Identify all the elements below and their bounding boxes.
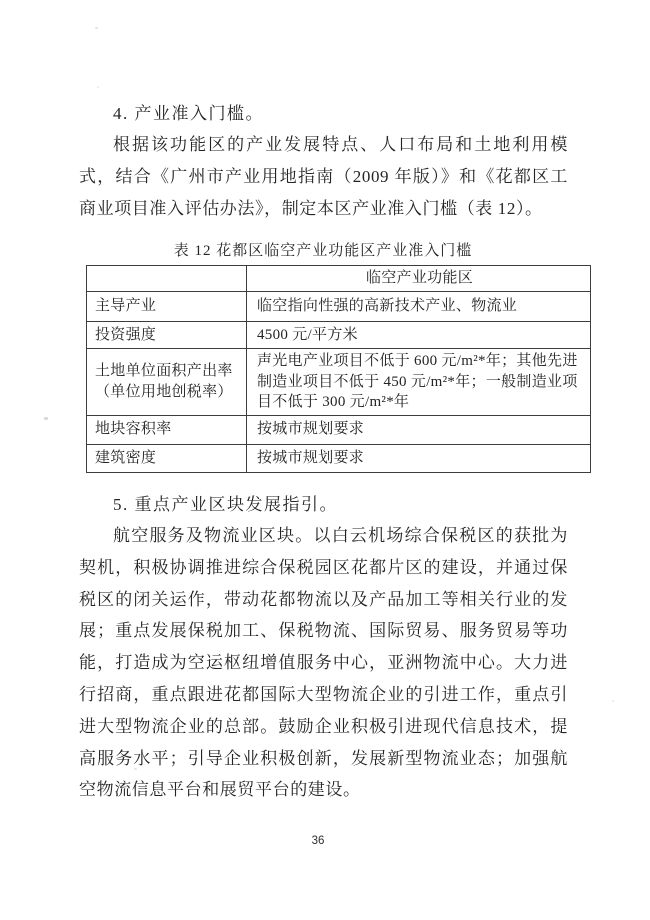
table-row-investment-intensity: [87, 322, 591, 349]
table-header-empty-cell: [87, 266, 247, 292]
table-12-access-thresholds: [86, 265, 591, 473]
row-label: [87, 349, 247, 416]
row-label-line-2: （单位用地创税率）: [95, 383, 233, 400]
scan-speck: [95, 27, 98, 29]
row-value: 4500 元/平方米: [247, 322, 591, 349]
scan-speck: [612, 700, 614, 702]
table-row-land-output-rate: [87, 349, 591, 416]
page-number: 36: [311, 835, 325, 847]
scan-speck: [44, 417, 48, 420]
row-value: 按城市规划要求: [247, 444, 591, 472]
table-row-leading-industry: [87, 292, 591, 322]
section-5-heading: 5. 重点产业区块发展指引。: [113, 495, 338, 514]
row-label: 主导产业: [87, 292, 247, 322]
row-value: 按城市规划要求: [247, 415, 591, 444]
table-12-caption: 表 12 花都区临空产业功能区产业准入门槛: [173, 243, 473, 259]
row-value: 声光电产业项目不低于 600 元/m²*年；其他先进制造业项目不低于 450 元/m²*年；一般制造业项目不低于 300 元/m²*年: [247, 349, 591, 416]
section-5-paragraph: 航空服务及物流业区块。以白云机场综合保税区的获批为契机，积极协调推进综合保税园区花都片区的建设，并通过保税区的闭关运作，带动花都物流以及产品加工等相关行业的发展；重点发展保税加工、保税物流、国际贸易、服务贸易等功能，打造成为空运枢纽增值服务中心，亚洲物流中心。大力进行招商，重点跟进花都国际大型物流企业的引进工作，重点引进大型物流企业的总部。鼓励企业积极引进现代信息技术，提高服务水平；引导企业积极创新，发展新型物流业态；加强航空物流信息平台和展贸平台的建设。: [79, 526, 568, 800]
table-row-plot-ratio: [87, 415, 591, 444]
row-value: 临空指向性强的高新技术产业、物流业: [247, 292, 591, 322]
table-header-row: [87, 266, 591, 292]
row-label: 地块容积率: [87, 415, 247, 444]
section-4-paragraph: 根据该功能区的产业发展特点、人口布局和土地利用模式，结合《广州市产业用地指南（2009 年版）》和《花都区工商业项目准入评估办法》，制定本区产业准入门槛（表 12）。: [79, 135, 568, 218]
scan-speck: [134, 768, 137, 770]
row-label: 投资强度: [87, 322, 247, 349]
row-label-line-1: 土地单位面积产出率: [95, 363, 233, 380]
row-label: 建筑密度: [87, 444, 247, 472]
table-header-zone-cell: 临空产业功能区: [247, 266, 591, 292]
section-4-heading: 4. 产业准入门槛。: [113, 104, 264, 123]
scan-speck: [97, 86, 99, 88]
table-row-building-density: [87, 444, 591, 472]
